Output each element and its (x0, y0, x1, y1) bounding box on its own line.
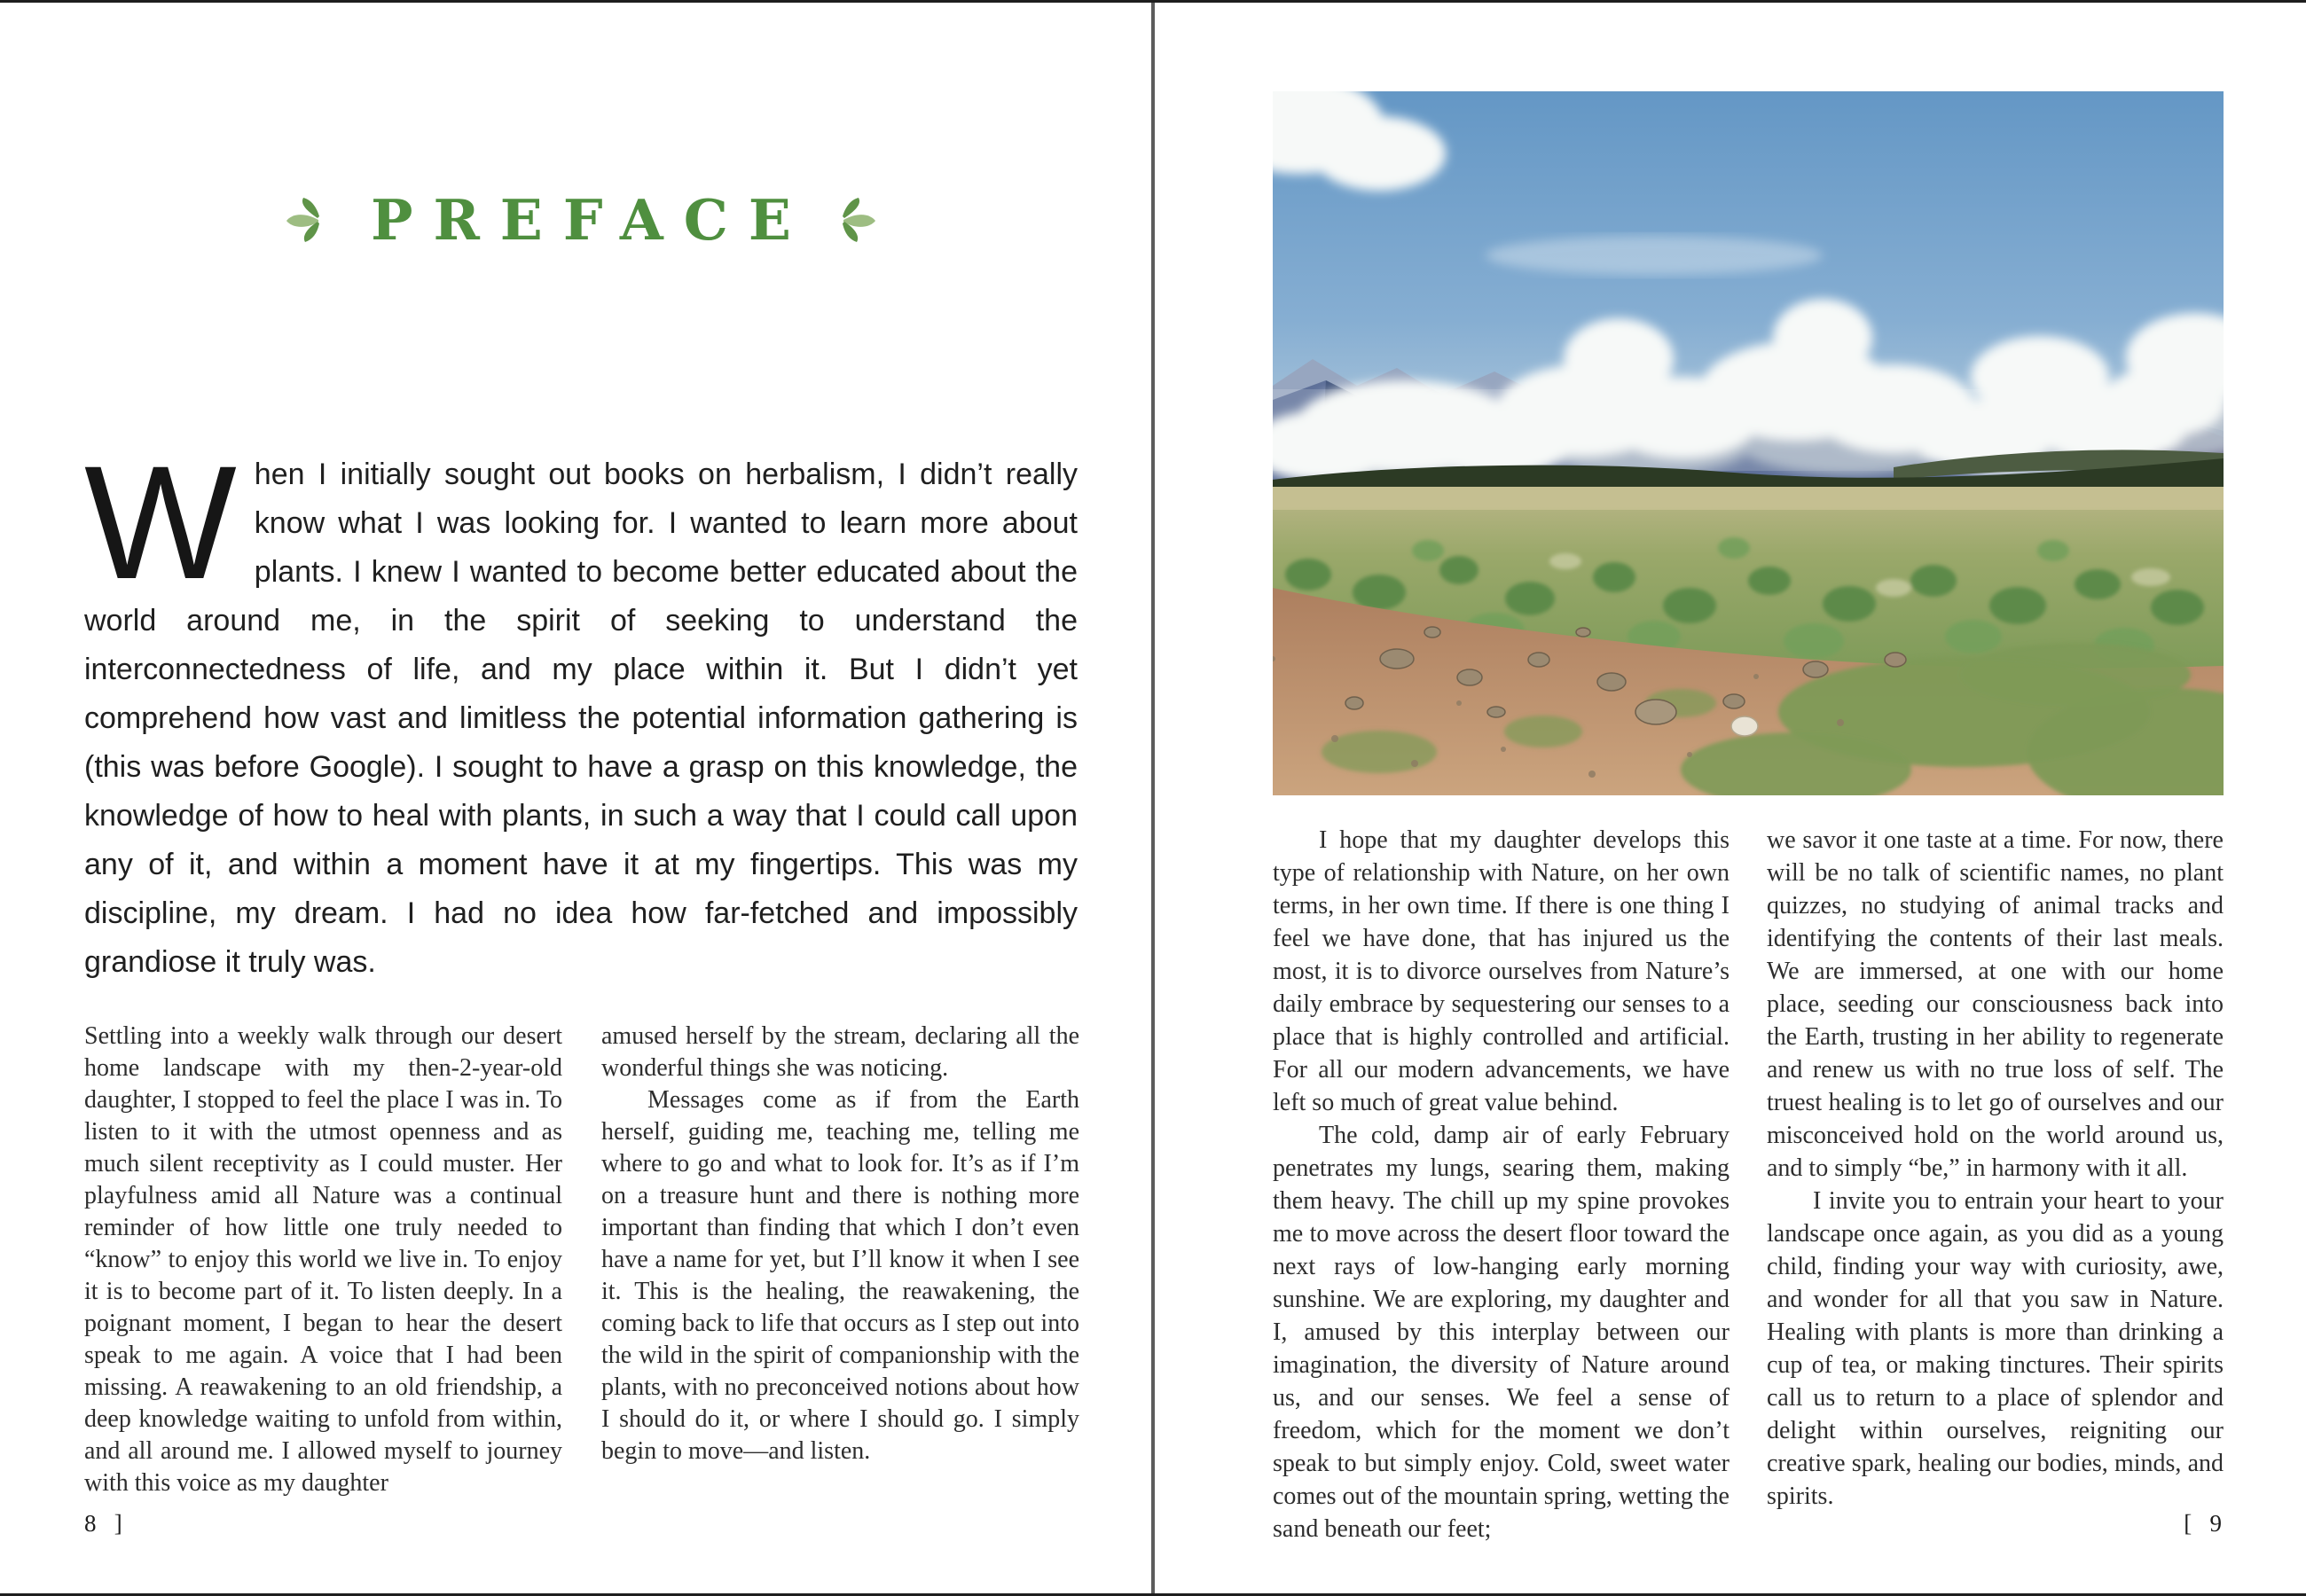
dropcap: W (84, 432, 237, 613)
text-column (1273, 824, 1730, 1545)
intro-text: hen I initially sought out books on herbalism, I didn’t really know what I was looking for. I wanted to learn more about plants. I knew I wanted to become better educated about the world around me, in the spirit of seeking to understand the interconnectedness of life, and my place within it. But I didn’t yet comprehend how vast and limitless the potential information gathering is (this was before Google). I sought to have a grasp on this knowledge, the knowledge of how to heal with plants, in such a way that I could call upon any of it, and within a moment have it at my fingertips. This was my discipline, my dream. I had no idea how far-fetched and impossibly grandiose it truly was. (84, 458, 1078, 979)
page-left (0, 3, 1151, 1593)
text-column (601, 1021, 1079, 1499)
page-right (1155, 3, 2306, 1593)
left-page-columns (84, 1021, 1079, 1499)
intro-paragraph (84, 432, 1078, 987)
text-column (1767, 824, 2224, 1545)
paragraph: Settling into a weekly walk through our desert home landscape with my then-2-year-old daughter, I stopped to feel the place I was in. To listen to it with the utmost openness and as much silent receptivity as I could muster. Her playfulness amid all Nature was a continual reminder of how little one truly needed to “know” to enjoy this world we live in. To enjoy it is to become part of it. To listen deeply. In a poignant moment, I began to hear the desert speak to me again. A voice that I had been missing. A reawakening to an old friendship, a deep knowledge waiting to unfold from within, and all around me. I allowed myself to journey with this voice as my daughter (84, 1022, 562, 1497)
page-number-right: [ 9 (2184, 1510, 2222, 1537)
leaf-ornament-icon (285, 196, 324, 244)
leaf-ornament-icon (838, 196, 877, 244)
paragraph: I hope that my daughter develops this type of relationship with Nature, on her own terms, in her own time. If there is one thing I feel we have done, that has injured us the most, it is to divorce ourselves from Nature’s daily embrace by sequestering our senses to a place that is highly controlled and artificial. For all our modern advancements, we have left so much of great value behind. (1273, 826, 1730, 1116)
page-title: PREFACE (371, 187, 812, 253)
right-page-columns (1273, 824, 2224, 1545)
landscape-photo (1273, 91, 2224, 795)
paragraph: The cold, damp air of early February penetrates my lungs, searing them, making them heavy. The chill up my spine provokes me to move across the desert floor toward the next rays of low-hanging early morning sunshine. We are exploring, my daughter and I, amused by this interplay between our imagination, the diversity of Nature around us, and our senses. We feel a sense of freedom, which for the moment we don’t speak to but simply enjoy. Cold, sweet water comes out of the mountain spring, wetting the sand beneath our feet; (1273, 1122, 1730, 1543)
text-column (84, 1021, 562, 1499)
paragraph: Messages come as if from the Earth herself, guiding me, teaching me, telling me where to go and what to look for. It’s as if I’m on a treasure hunt and there is nothing more important than finding that which I don’t even have a name for yet, but I’ll know it when I see it. This is the healing, the reawakening, the coming back to life that occurs as I step out into the wild in the spirit of companionship with the plants, with no preconceived notions about how I should do it, or where I should go. I simply begin to move—and listen. (601, 1086, 1079, 1465)
page-gutter-divider (1151, 3, 1155, 1593)
paragraph: we savor it one taste at a time. For now, there will be no talk of scientific names, no plant quizzes, no studying of animal tracks and identifying the contents of their last meals. We are immersed, at one with our home place, seeding our consciousness back into the Earth, trusting in her ability to regenerate and renew us with no true loss of self. The truest healing is to let go of ourselves and our misconceived hold on the world around us, and to simply “be,” in harmony with it all. (1767, 826, 2224, 1182)
preface-heading-row (84, 180, 1078, 260)
paragraph: I invite you to entrain your heart to your landscape once again, as you did as a young child, finding your way with curiosity, awe, and wonder for all that you saw in Nature. Healing with plants is more than drinking a cup of tea, or making tinctures. Their spirits call us to return to a place of splendor and delight within ourselves, reigniting our creative spark, healing our bodies, minds, and spirits. (1767, 1187, 2224, 1510)
page-number-left: 8 ] (84, 1510, 122, 1537)
landscape-photo-art (1273, 91, 2224, 795)
paragraph: amused herself by the stream, declaring all the wonderful things she was noticing. (601, 1022, 1079, 1082)
